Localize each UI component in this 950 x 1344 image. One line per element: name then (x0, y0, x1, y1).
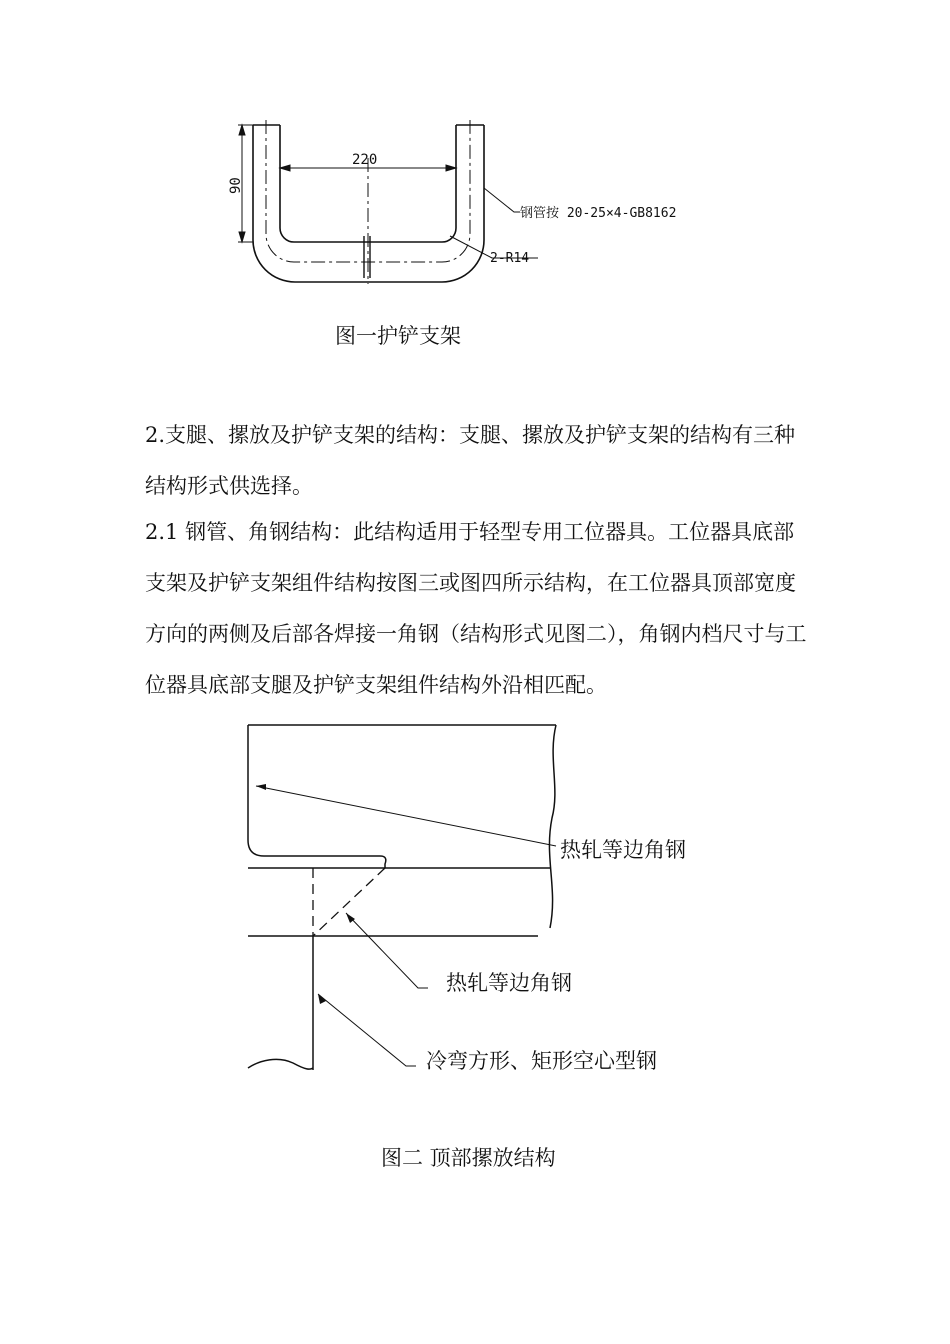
pipe-spec-label: 钢管按 20-25×4-GB8162 (520, 206, 677, 221)
dimension-width-label: 220 (352, 152, 378, 168)
upper-right-break (549, 725, 556, 928)
figure2-caption: 图二 顶部摞放结构 (381, 1146, 556, 1170)
hollow-steel-label: 冷弯方形、矩形空心型钢 (426, 1049, 657, 1073)
upper-left-edge (248, 725, 386, 868)
paragraph-steel-pipe-angle (145, 507, 815, 711)
figure2-drawing (238, 718, 718, 1083)
paragraph-1-text: 2.支腿、摞放及护铲支架的结构：支腿、摞放及护铲支架的结构有三种结构形式供选择。 (145, 423, 796, 498)
bottom-break (248, 1059, 313, 1069)
paragraph-structure-intro (145, 410, 815, 512)
radius-label: 2-R14 (490, 251, 530, 266)
top-angle-steel-label: 热轧等边角钢 (560, 838, 686, 862)
bottom-angle-steel-label: 热轧等边角钢 (446, 971, 572, 995)
paragraph-2-text: 2.1 钢管、角钢结构：此结构适用于轻型专用工位器具。工位器具底部支架及护铲支架组件结构按图三或图四所示结构，在工位器具顶部宽度方向的两侧及后部各焊接一角钢（结构形式见图二），角钢内档尺寸与工位器具底部支腿及护铲支架组件结构外沿相匹配。 (145, 520, 807, 697)
dimension-height-label: 90 (228, 177, 244, 194)
figure1-drawing (220, 110, 700, 290)
figure1-caption: 图一护铲支架 (335, 324, 461, 348)
